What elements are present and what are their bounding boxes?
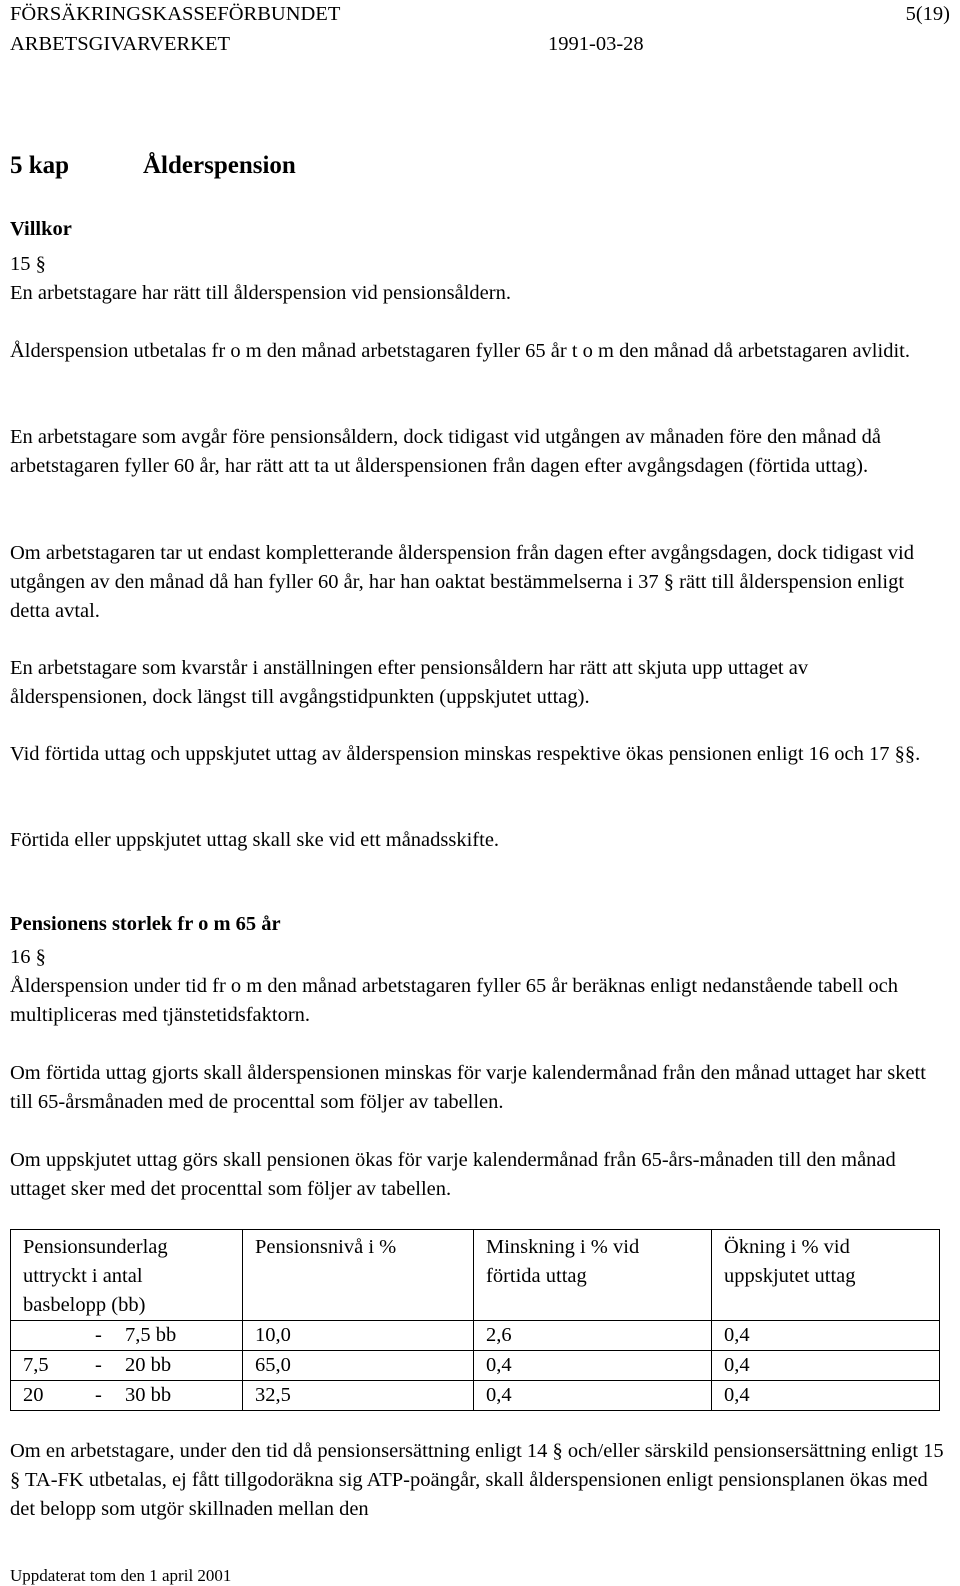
table-cell: 0,4 xyxy=(712,1381,940,1411)
table-cell-range xyxy=(11,1351,243,1381)
table-cell: 10,0 xyxy=(243,1321,474,1351)
paragraph: Ålderspension under tid fr o m den månad arbetstagaren fyller 65 år beräknas enligt nedanstående tabell och multipliceras med tjänstetidsfaktorn. xyxy=(10,975,899,1026)
paragraph: Om uppskjutet uttag görs skall pensionen ökas för varje kalendermånad från 65-års-månaden till den månad uttaget sker med det procenttal som följer av tabellen. xyxy=(10,1149,896,1200)
range-dash: - xyxy=(95,1324,102,1346)
table-row xyxy=(11,1351,940,1381)
header-page-number: 5(19) xyxy=(905,3,950,25)
table-header-cell: Pensionsnivå i % xyxy=(243,1230,474,1321)
table-cell: 0,4 xyxy=(474,1351,712,1381)
section-heading-pension-size: Pensionens storlek fr o m 65 år xyxy=(10,913,281,935)
pension-table xyxy=(10,1229,940,1411)
header-date: 1991-03-28 xyxy=(548,33,644,55)
paragraph: En arbetstagare som avgår före pensionsåldern, dock tidigast vid utgången av månaden före den månad då arbetstagaren fyller 60 år, har rätt att ta ut ålderspensionen från dagen efter avgångsdagen (förtida uttag). xyxy=(10,426,881,477)
paragraph: Ålderspension utbetalas fr o m den månad arbetstagaren fyller 65 år t o m den månad då arbetstagaren avlidit. xyxy=(10,340,910,362)
range-to: 7,5 bb xyxy=(125,1324,177,1346)
paragraph: Om förtida uttag gjorts skall ålderspensionen minskas för varje kalendermånad från den månad uttaget har skett till 65-årsmånaden med de procenttal som följer av tabellen. xyxy=(10,1062,926,1113)
table-cell: 32,5 xyxy=(243,1381,474,1411)
table-row xyxy=(11,1381,940,1411)
range-from: 20 xyxy=(23,1384,44,1406)
table-cell: 0,4 xyxy=(474,1381,712,1411)
table-cell: 0,4 xyxy=(712,1321,940,1351)
table-header-cell: Pensionsunderlag uttryckt i antal basbelopp (bb) xyxy=(11,1230,243,1321)
table-header-row xyxy=(11,1230,940,1321)
paragraph: En arbetstagare har rätt till ålderspension vid pensionsåldern. xyxy=(10,282,511,304)
range-from: 7,5 xyxy=(23,1354,49,1376)
table-row xyxy=(11,1321,940,1351)
paragraph: Vid förtida uttag och uppskjutet uttag av ålderspension minskas respektive ökas pensionen enligt 16 och 17 §§. xyxy=(10,743,921,765)
header-org-2: ARBETSGIVARVERKET xyxy=(10,33,231,55)
range-to: 30 bb xyxy=(125,1384,172,1406)
table-header-cell: Minskning i % vid förtida uttag xyxy=(474,1230,712,1321)
paragraph: Förtida eller uppskjutet uttag skall ske vid ett månadsskifte. xyxy=(10,829,500,851)
chapter-heading xyxy=(10,150,296,182)
paragraph: Om arbetstagaren tar ut endast kompletterande ålderspension från dagen efter avgångsdagen, dock tidigast vid utgången av den månad då han fyller 60 år, har han oaktat bestämmelserna i 37 § rätt till ålderspension enligt detta avtal. xyxy=(10,542,914,622)
closing-paragraph: Om en arbetstagare, under den tid då pensionsersättning enligt 14 § och/eller särskild pensionsersättning enligt 15 § TA-FK utbetalas, ej fått tillgodoräkna sig ATP-poängår, skall ålderspensionen enligt pensionsplanen ökas med det belopp som utgör skillnaden mellan den xyxy=(10,1440,944,1520)
table-cell-range xyxy=(11,1381,243,1411)
footer-update-note: Uppdaterat tom den 1 april 2001 xyxy=(10,1566,232,1585)
paragraph-ref-15: 15 § xyxy=(10,253,46,275)
chapter-number: 5 kap xyxy=(10,152,70,179)
range-dash: - xyxy=(95,1354,102,1376)
table-cell: 0,4 xyxy=(712,1351,940,1381)
table-cell: 2,6 xyxy=(474,1321,712,1351)
document-header xyxy=(10,2,950,58)
range-to: 20 bb xyxy=(125,1354,172,1376)
paragraph-ref-16: 16 § xyxy=(10,946,46,968)
table-header-cell: Ökning i % vid uppskjutet uttag xyxy=(712,1230,940,1321)
section-heading-villkor: Villkor xyxy=(10,218,72,240)
table-cell-range xyxy=(11,1321,243,1351)
header-org-1: FÖRSÄKRINGSKASSEFÖRBUNDET xyxy=(10,3,341,25)
paragraph: En arbetstagare som kvarstår i anställningen efter pensionsåldern har rätt att skjuta upp uttaget av ålderspensionen, dock längst till avgångstidpunkten (uppskjutet uttag). xyxy=(10,657,809,708)
table-cell: 65,0 xyxy=(243,1351,474,1381)
range-dash: - xyxy=(95,1384,102,1406)
chapter-title: Ålderspension xyxy=(143,152,296,179)
